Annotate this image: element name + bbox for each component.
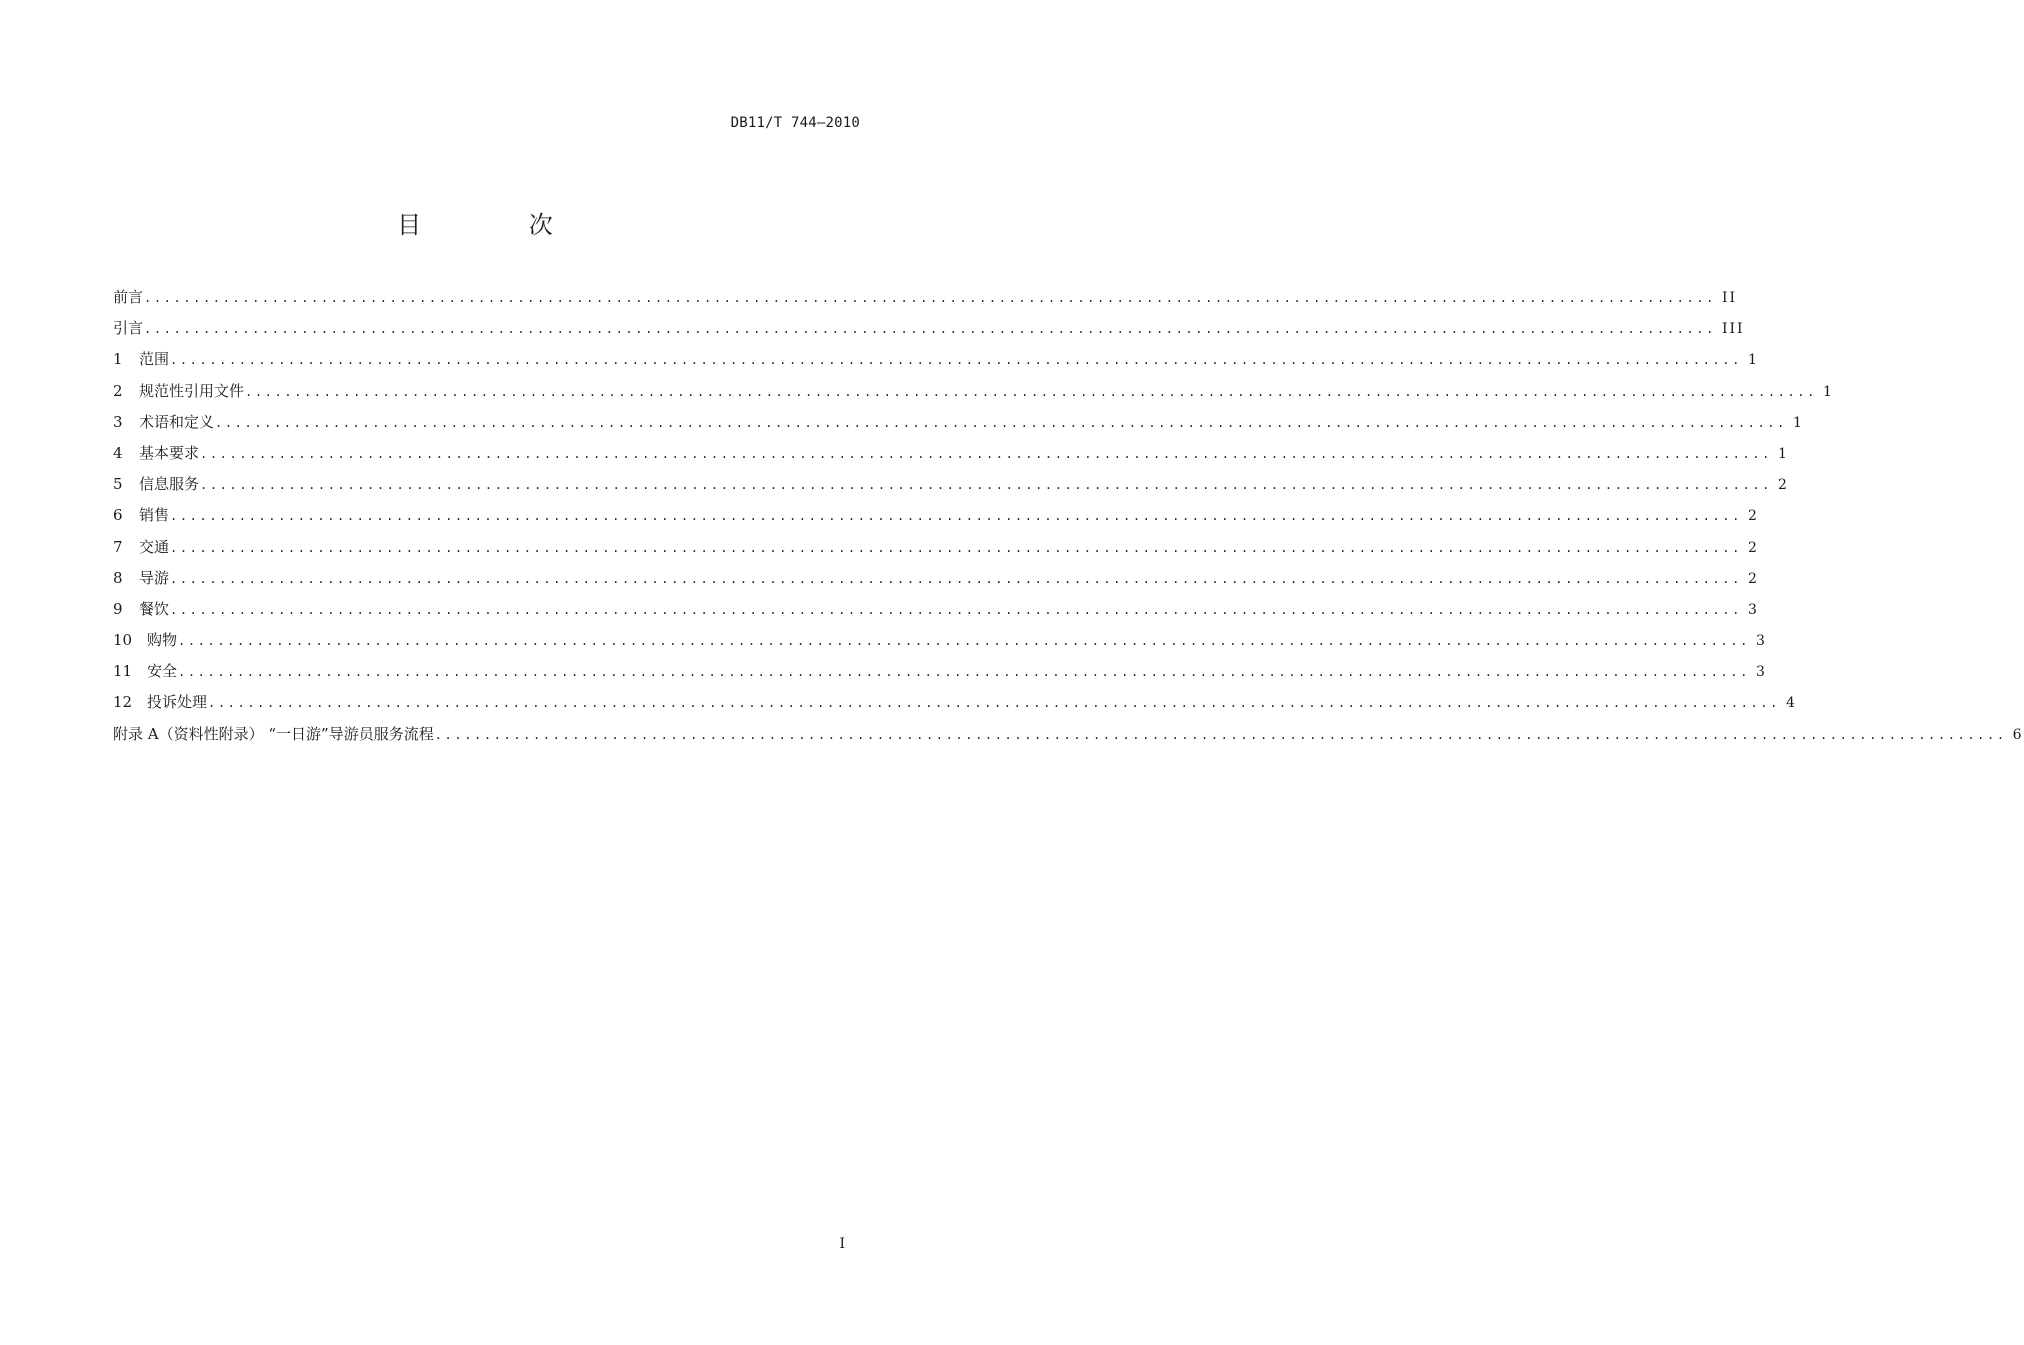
toc-entry-7[interactable] xyxy=(113,536,1759,567)
toc-entry-page: 1 xyxy=(1822,383,1834,400)
toc-entry-3[interactable] xyxy=(113,411,1804,442)
toc-leader-dots: ................................................................................................................................................................ xyxy=(434,727,2007,742)
toc-entry-number: 3 xyxy=(113,412,123,431)
toc-entry-9[interactable] xyxy=(113,598,1759,629)
toc-entry-number: 9 xyxy=(113,599,123,618)
toc-entry-number: 10 xyxy=(113,631,133,650)
toc-entry-4[interactable] xyxy=(113,442,1789,473)
toc-entry-page: 1 xyxy=(1777,445,1789,462)
toc-entry-preface[interactable] xyxy=(113,286,1738,317)
toc-leader-dots: ................................................................................................................................................................ xyxy=(178,665,1750,680)
toc-leader-dots: ................................................................................................................................................................ xyxy=(170,509,1742,524)
toc-entry-page: 1 xyxy=(1747,352,1759,369)
toc-entry-1[interactable] xyxy=(113,348,1759,379)
toc-leader-dots: ................................................................................................................................................................ xyxy=(144,291,1716,305)
toc-entry-page: 6 xyxy=(2012,726,2024,743)
toc-entry-number: 2 xyxy=(113,381,123,400)
toc-leader-dots: ................................................................................................................................................................ xyxy=(208,696,1780,711)
page-number: I xyxy=(839,1236,845,1252)
toc-leader-dots: ................................................................................................................................................................ xyxy=(200,478,1772,493)
toc-entry-label: 范围 xyxy=(139,350,170,369)
toc-entry-page: 2 xyxy=(1777,477,1789,494)
toc-entry-label: 交通 xyxy=(139,537,170,556)
toc-entry-label: 引言 xyxy=(113,319,144,338)
toc-entry-label: 基本要求 xyxy=(139,443,200,462)
toc-entry-label: 信息服务 xyxy=(139,475,200,494)
toc-entry-label: 附录 A（资料性附录） “一日游”导游员服务流程 xyxy=(113,724,434,743)
toc-entry-label: 规范性引用文件 xyxy=(139,381,245,400)
toc-entry-10[interactable] xyxy=(113,629,1767,660)
toc-leader-dots: ................................................................................................................................................................ xyxy=(170,353,1742,368)
toc-leader-dots: ................................................................................................................................................................ xyxy=(178,634,1750,649)
toc-leader-dots: ................................................................................................................................................................ xyxy=(170,540,1742,555)
toc-entry-label: 餐饮 xyxy=(139,599,170,618)
toc-entry-page: 2 xyxy=(1747,539,1759,556)
toc-entry-page: 3 xyxy=(1747,601,1759,618)
toc-entry-label: 前言 xyxy=(113,288,144,306)
toc-entry-label: 投诉处理 xyxy=(147,693,208,712)
toc-entry-number: 7 xyxy=(113,537,123,556)
toc-entry-number: 12 xyxy=(113,693,133,712)
page-title: 目 次 xyxy=(397,211,603,239)
toc-entry-8[interactable] xyxy=(113,567,1759,598)
toc-leader-dots: ................................................................................................................................................................ xyxy=(200,446,1772,461)
toc-leader-dots: ................................................................................................................................................................ xyxy=(245,384,1817,399)
toc-entry-12[interactable] xyxy=(113,691,1797,722)
toc-entry-2[interactable] xyxy=(113,380,1834,411)
toc-entry-6[interactable] xyxy=(113,504,1759,535)
toc-entry-appendix-a[interactable] xyxy=(113,723,2024,754)
toc-leader-dots: ................................................................................................................................................................ xyxy=(215,415,1787,430)
toc-entry-number: 1 xyxy=(113,350,123,369)
toc-entry-page: 1 xyxy=(1792,414,1804,431)
toc-entry-page: 2 xyxy=(1747,508,1759,525)
toc-entry-number: 8 xyxy=(113,568,123,587)
toc-entry-page: 3 xyxy=(1755,633,1767,650)
standard-code: DB11/T 744—2010 xyxy=(730,115,860,131)
toc-entry-number: 6 xyxy=(113,506,123,525)
toc-entry-label: 术语和定义 xyxy=(139,412,215,431)
toc-entry-page: 4 xyxy=(1785,695,1797,712)
toc-entry-number: 5 xyxy=(113,475,123,494)
toc-entry-number: 4 xyxy=(113,443,123,462)
toc-entry-number: 11 xyxy=(113,662,133,681)
toc-leader-dots: ................................................................................................................................................................ xyxy=(170,571,1742,586)
toc-entry-label: 购物 xyxy=(147,631,178,650)
toc-leader-dots: ................................................................................................................................................................ xyxy=(144,322,1716,337)
toc-entry-page: II xyxy=(1721,290,1738,306)
toc-entry-11[interactable] xyxy=(113,660,1767,691)
table-of-contents xyxy=(113,286,2024,754)
toc-entry-label: 销售 xyxy=(139,506,170,525)
toc-leader-dots: ................................................................................................................................................................ xyxy=(170,602,1742,617)
toc-entry-page: 3 xyxy=(1755,664,1767,681)
toc-entry-label: 安全 xyxy=(147,662,178,681)
toc-entry-5[interactable] xyxy=(113,473,1789,504)
toc-entry-label: 导游 xyxy=(139,568,170,587)
toc-entry-page: III xyxy=(1721,321,1745,338)
toc-entry-introduction[interactable] xyxy=(113,317,1745,348)
toc-entry-page: 2 xyxy=(1747,570,1759,587)
